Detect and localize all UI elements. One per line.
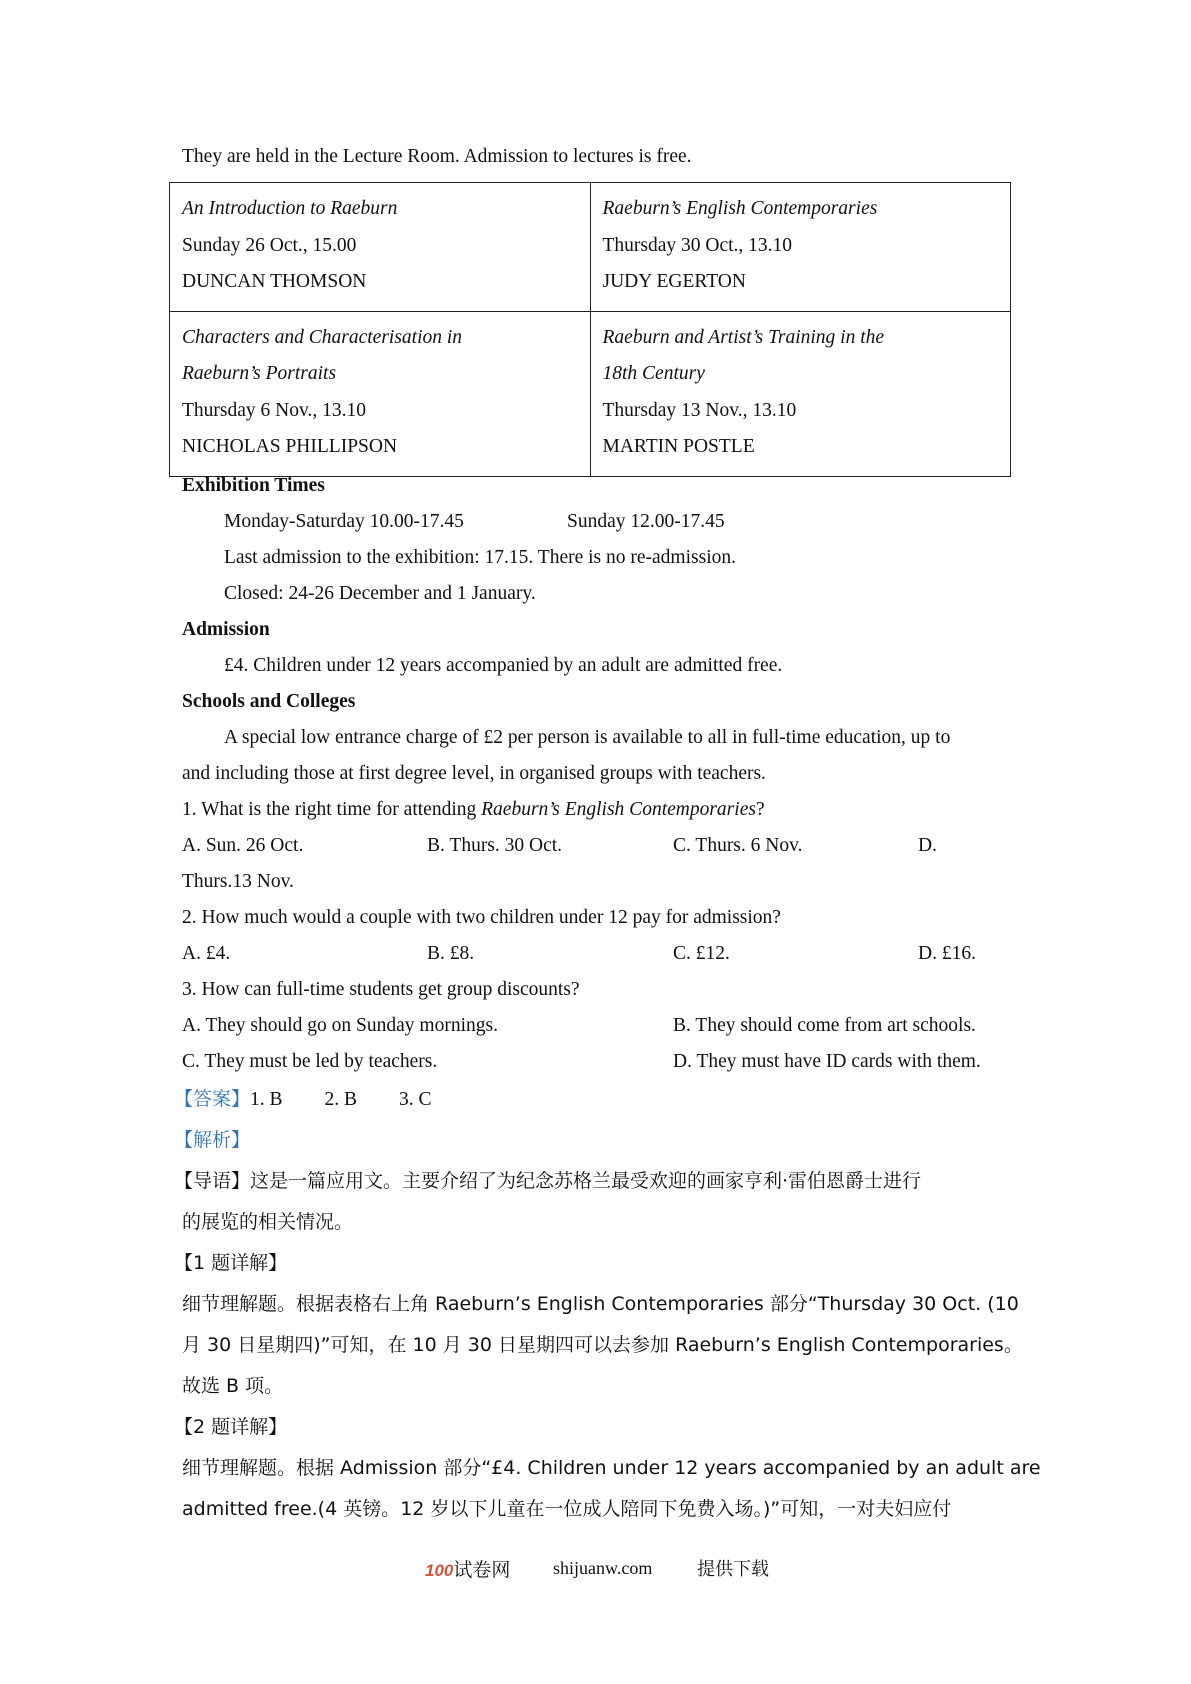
schools-heading: Schools and Colleges <box>182 691 356 712</box>
lecture-date: Thursday 30 Oct., 13.10 <box>602 234 793 256</box>
lecture-speaker: MARTIN POSTLE <box>602 436 755 457</box>
option: A. £4. <box>182 943 231 964</box>
option: C. Thurs. 6 Nov. <box>673 835 803 856</box>
option: D. £16. <box>918 943 976 964</box>
lecture-speaker: NICHOLAS PHILLIPSON <box>182 436 398 457</box>
question-1 <box>182 798 765 822</box>
answer-label: 【答案】 <box>174 1088 251 1110</box>
weekday-hours: Monday-Saturday 10.00-17.45 <box>224 511 464 532</box>
footer-url: shijuanw.com <box>553 1558 653 1578</box>
site-logo: 100 <box>425 1561 454 1580</box>
lecture-cell <box>170 183 591 312</box>
option: A. Sun. 26 Oct. <box>182 835 304 856</box>
answer-line <box>174 1087 432 1112</box>
admission-text: £4. Children under 12 years accompanied by an adult are admitted free. <box>224 655 783 676</box>
lecture-cell <box>170 311 591 476</box>
option: D. They must have ID cards with them. <box>673 1051 981 1072</box>
option: B. Thurs. 30 Oct. <box>427 835 563 856</box>
lecture-title: Raeburn’s English Contemporaries <box>602 198 878 219</box>
lecture-date: Thursday 13 Nov., 13.10 <box>602 399 797 421</box>
lecture-date: Thursday 6 Nov., 13.10 <box>182 399 366 421</box>
question-2: 2. How much would a couple with two children under 12 pay for admission? <box>182 907 781 928</box>
footer-note: 提供下载 <box>697 1559 769 1580</box>
answer-3: 3. C <box>399 1089 432 1110</box>
admission-heading: Admission <box>182 619 270 640</box>
option: B. £8. <box>427 943 475 964</box>
detail-2-text: 细节理解题。根据 Admission 部分“£4. Children under 12 years accompanied by an adult are <box>182 1457 1041 1479</box>
lecture-cell <box>590 183 1011 312</box>
option: B. They should come from art schools. <box>673 1015 976 1036</box>
schools-text: and including those at first degree level, in organised groups with teachers. <box>182 763 766 784</box>
lecture-title: Raeburn and Artist’s Training in the <box>602 326 885 348</box>
last-admission: Last admission to the exhibition: 17.15. There is no re-admission. <box>224 547 736 568</box>
detail-1-text: 故选 B 项。 <box>182 1375 284 1397</box>
detail-1-heading: 【1 题详解】 <box>174 1252 288 1274</box>
detail-2-text: admitted free.(4 英镑。12 岁以下儿童在一位成人陪同下免费入场。)”可知，一对夫妇应付 <box>182 1498 952 1520</box>
option: Thurs.13 Nov. <box>182 871 294 892</box>
sunday-hours: Sunday 12.00-17.45 <box>567 511 725 532</box>
option: C. They must be led by teachers. <box>182 1051 438 1072</box>
schools-text: A special low entrance charge of £2 per person is available to all in full-time education, up to <box>224 727 951 748</box>
detail-2-heading: 【2 题详解】 <box>174 1416 288 1438</box>
answer-2: 2. B <box>324 1089 358 1110</box>
question-3: 3. How can full-time students get group discounts? <box>182 979 580 1000</box>
option: C. £12. <box>673 943 730 964</box>
lecture-table <box>169 182 1011 477</box>
detail-1-text: 细节理解题。根据表格右上角 Raeburn’s English Contemporaries 部分“Thursday 30 Oct. (10 <box>182 1293 1019 1315</box>
lecture-speaker: DUNCAN THOMSON <box>182 271 367 292</box>
lecture-title: An Introduction to Raeburn <box>182 198 398 219</box>
footer-brand <box>425 1558 510 1582</box>
question-italic: Raeburn’s English Contemporaries <box>481 799 756 820</box>
exhibition-heading: Exhibition Times <box>182 475 325 496</box>
lecture-speaker: JUDY EGERTON <box>602 271 746 292</box>
question-text: 1. What is the right time for attending <box>182 799 482 820</box>
option: A. They should go on Sunday mornings. <box>182 1015 498 1036</box>
guide-text: 的展览的相关情况。 <box>182 1211 354 1233</box>
guide-text: 【导语】这是一篇应用文。主要介绍了为纪念苏格兰最受欢迎的画家亨利·雷伯恩爵士进行 <box>174 1170 922 1192</box>
closed-dates: Closed: 24-26 December and 1 January. <box>224 583 536 604</box>
intro-line: They are held in the Lecture Room. Admission to lectures is free. <box>182 146 692 167</box>
lecture-cell <box>590 311 1011 476</box>
site-name: 试卷网 <box>453 1559 511 1581</box>
lecture-title: Raeburn’s Portraits <box>182 363 337 384</box>
answer-1: 1. B <box>250 1089 283 1110</box>
analysis-label: 【解析】 <box>174 1129 251 1151</box>
lecture-title: Characters and Characterisation in <box>182 326 463 348</box>
question-text: ? <box>755 799 765 820</box>
detail-1-text: 月 30 日星期四)”可知，在 10 月 30 日星期四可以去参加 Raeburn’s English Contemporaries。 <box>182 1334 1023 1356</box>
lecture-title: 18th Century <box>602 363 705 384</box>
option: D. <box>918 835 937 856</box>
lecture-date: Sunday 26 Oct., 15.00 <box>182 234 357 256</box>
